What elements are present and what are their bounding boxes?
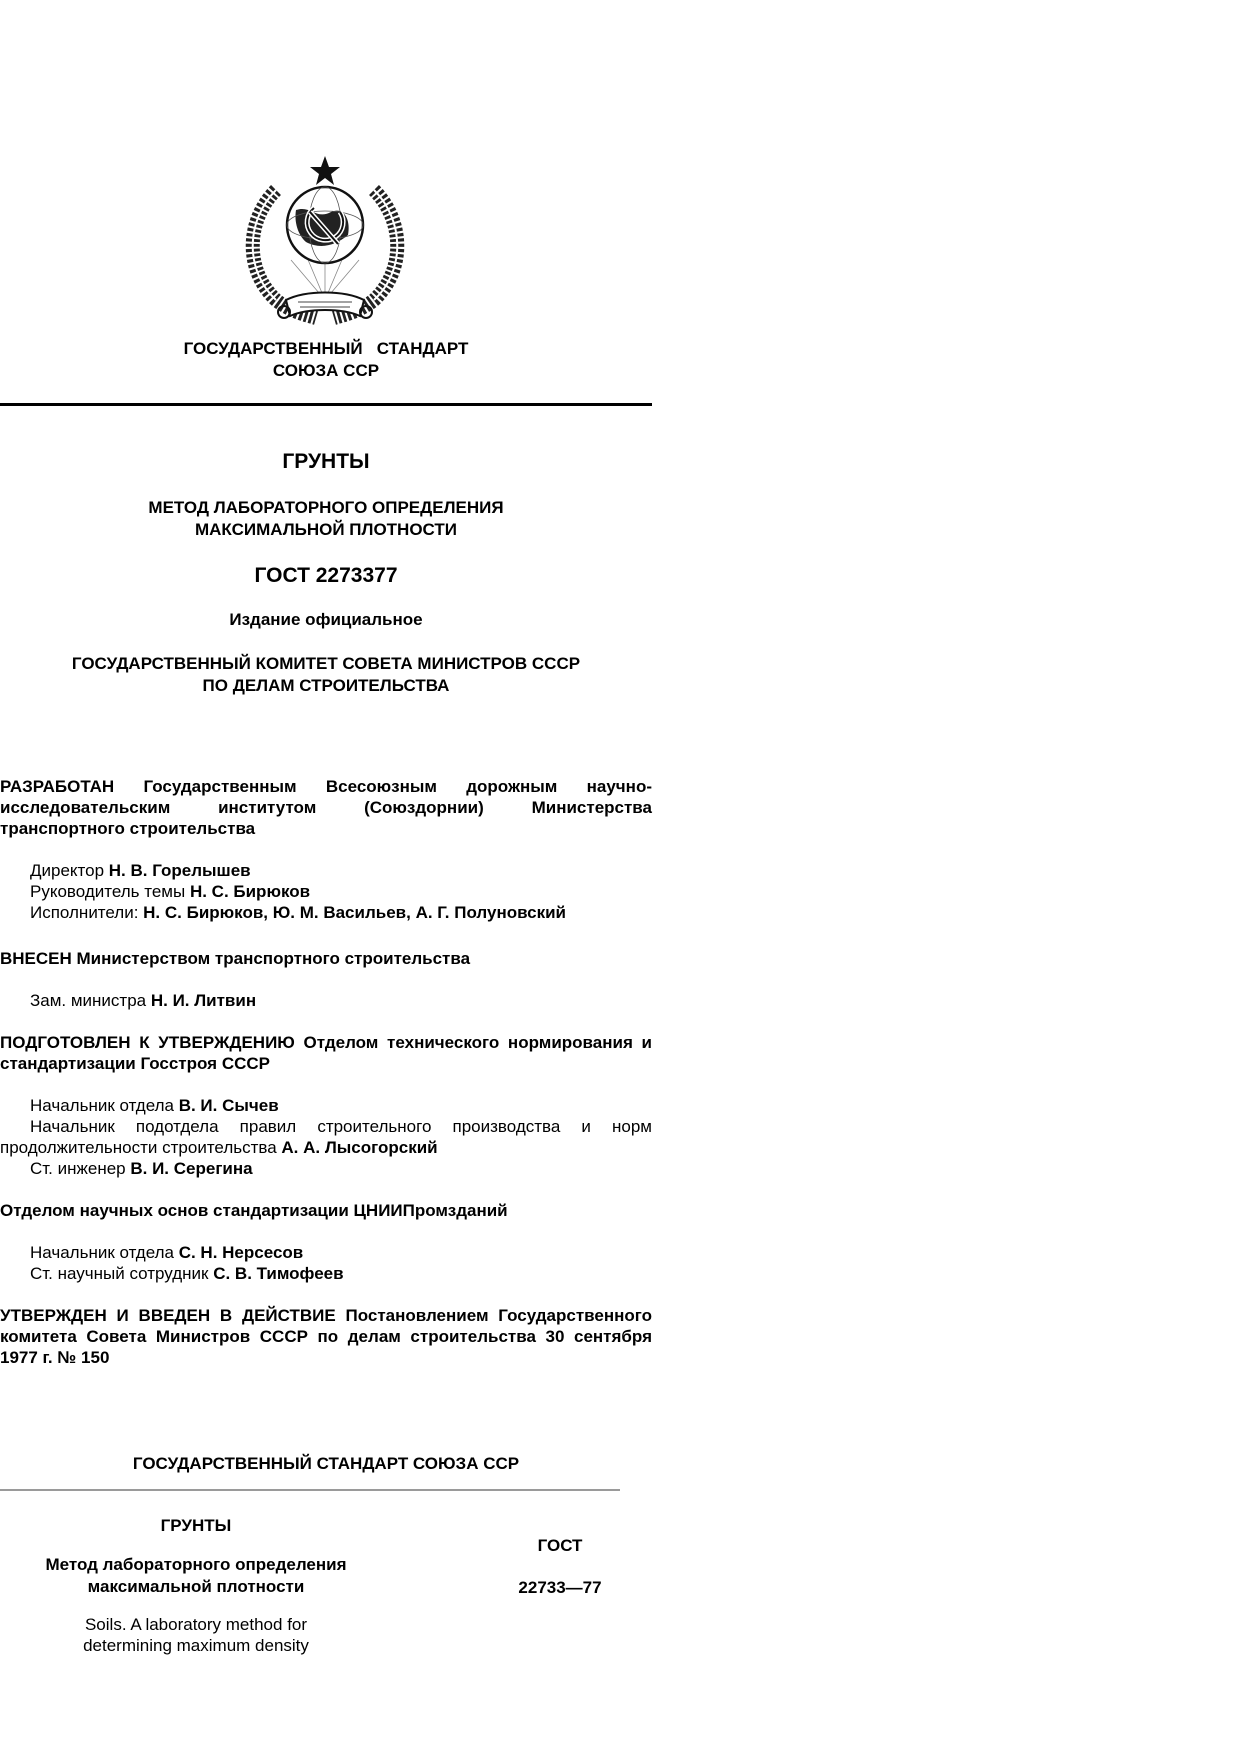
english-line-1: Soils. A laboratory method for	[84, 1615, 308, 1634]
method-line-1: Метод лабораторного определения	[45, 1555, 347, 1574]
committee-line-2: ПО ДЕЛАМ СТРОИТЕЛЬСТВА	[202, 676, 450, 695]
publisher-committee	[0, 653, 652, 697]
category-label: ГРУНТЫ	[160, 1516, 232, 1535]
gosstroy-staff	[0, 1095, 652, 1179]
researcher-label: Ст. научный сотрудник	[30, 1264, 214, 1283]
developer-staff	[0, 860, 652, 923]
header-word-1: ГОСУДАРСТВЕННЫЙ	[183, 339, 363, 358]
gost-label: ГОСТ	[537, 1536, 583, 1555]
dept2-head-line	[0, 1242, 652, 1263]
gost-number: ГОСТ 2273377	[254, 564, 398, 587]
subdept-head-name: А. А. Лысогорский	[281, 1138, 438, 1157]
gost-designation	[490, 1536, 630, 1598]
dept-head-label: Начальник отдела	[30, 1096, 179, 1115]
approved-by: УТВЕРЖДЕН И ВВЕДЕН В ДЕЙСТВИЕ Постановлением Государственного комитета Совета Министров СССР по делам строительства 30 сентября 1977 г. № 150	[0, 1306, 652, 1367]
subdept-head-line	[0, 1116, 652, 1158]
director-name: Н. В. Горелышев	[108, 861, 251, 880]
deputy-minister-label: Зам. министра	[30, 991, 151, 1010]
senior-engineer-label: Ст. инженер	[30, 1159, 131, 1178]
ussr-emblem-icon	[236, 150, 414, 328]
committee-line-1: ГОСУДАРСТВЕННЫЙ КОМИТЕТ СОВЕТА МИНИСТРОВ СССР	[71, 654, 581, 673]
deputy-minister-line	[0, 990, 652, 1011]
english-title	[0, 1614, 392, 1656]
edition-label: Издание официальное	[229, 610, 423, 629]
header-word-2: СТАНДАРТ	[376, 339, 469, 358]
introduced-by: ВНЕСЕН Министерством транспортного строительства	[0, 949, 471, 968]
topic-lead-label: Руководитель темы	[30, 882, 190, 901]
executors-line	[0, 902, 652, 923]
senior-engineer-line	[0, 1158, 652, 1179]
standard-section-title: ГОСУДАРСТВЕННЫЙ СТАНДАРТ СОЮЗА ССР	[132, 1454, 520, 1473]
thick-divider	[0, 403, 652, 406]
researcher-line	[0, 1263, 652, 1284]
standard-header	[0, 338, 652, 382]
thin-divider	[0, 1489, 620, 1491]
cniipromzdaniy-staff	[0, 1242, 652, 1284]
director-line	[0, 860, 652, 881]
topic-lead-line	[0, 881, 652, 902]
dept-head-line	[0, 1095, 652, 1116]
document-title: ГРУНТЫ	[282, 450, 370, 473]
topic-lead-name: Н. С. Бирюков	[189, 882, 311, 901]
gost-designation-number: 22733—77	[518, 1578, 602, 1597]
executors-names: Н. С. Бирюков, Ю. М. Васильев, А. Г. Полуновский	[143, 903, 566, 922]
method-line-2: максимальной плотности	[87, 1577, 305, 1596]
subtitle-line-2: МАКСИМАЛЬНОЙ ПЛОТНОСТИ	[194, 520, 458, 539]
dept2-head-label: Начальник отдела	[30, 1243, 179, 1262]
executors-label: Исполнители:	[30, 903, 144, 922]
director-label: Директор	[30, 861, 109, 880]
deputy-minister-name: Н. И. Литвин	[150, 991, 257, 1010]
english-line-2: determining maximum density	[83, 1636, 309, 1655]
header-line-2: СОЮЗА ССР	[272, 361, 380, 380]
document-subtitle	[0, 497, 652, 541]
second-department: Отделом научных основ стандартизации ЦНИИПромзданий	[0, 1201, 508, 1220]
subtitle-line-1: МЕТОД ЛАБОРАТОРНОГО ОПРЕДЕЛЕНИЯ	[148, 498, 504, 517]
standard-title-block	[0, 1516, 392, 1656]
dept-head-name: В. И. Сычев	[178, 1096, 279, 1115]
developed-by: РАЗРАБОТАН Государственным Всесоюзным дорожным научно-исследовательским институтом (Союздорнии) Министерства транспортного строительства	[0, 777, 652, 838]
senior-engineer-name: В. И. Серегина	[130, 1159, 253, 1178]
researcher-name: С. В. Тимофеев	[213, 1264, 344, 1283]
method-title	[0, 1554, 392, 1598]
subdept-head-label: Начальник подотдела правил строительного производства и норм продолжительности строительства	[0, 1117, 652, 1157]
dept2-head-name: С. Н. Нерсесов	[178, 1243, 304, 1262]
prepared-by: ПОДГОТОВЛЕН К УТВЕРЖДЕНИЮ Отделом технического нормирования и стандартизации Госстроя СССР	[0, 1033, 652, 1073]
